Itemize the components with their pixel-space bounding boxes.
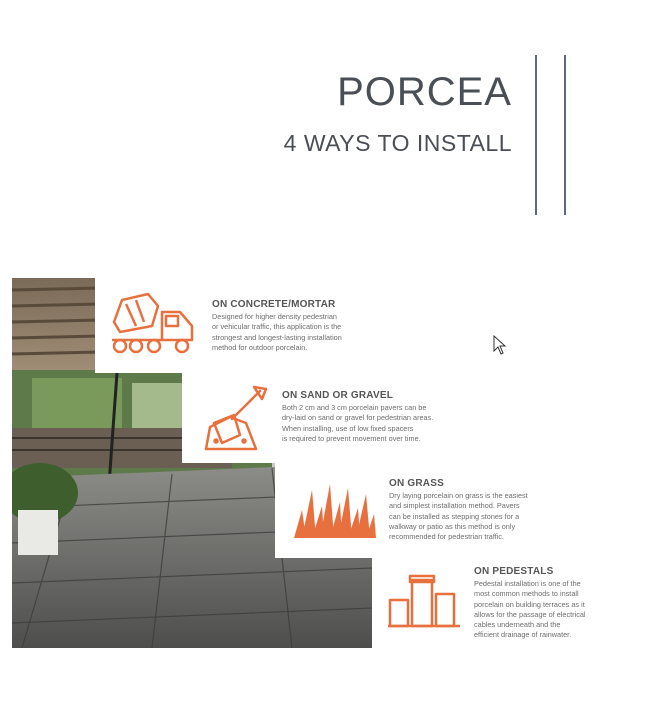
method-line: dry-laid on sand or gravel for pedestrian areas. bbox=[282, 413, 434, 423]
method-line: or vehicular traffic, this application is the bbox=[212, 322, 342, 332]
cement-mixer-truck-icon bbox=[108, 292, 200, 354]
method-title-pedestals: ON PEDESTALS bbox=[474, 566, 554, 577]
method-line: method for outdoor porcelain. bbox=[212, 342, 308, 352]
method-text-concrete bbox=[212, 312, 342, 353]
method-line: allows for the passage of electrical bbox=[474, 609, 586, 619]
method-line: recommended for pedestrian traffic. bbox=[389, 532, 505, 542]
method-line: is required to prevent movement over time. bbox=[282, 433, 421, 443]
method-line: porcelain on building terraces as it bbox=[474, 599, 585, 609]
shovel-in-sand-icon bbox=[200, 383, 270, 453]
method-title-grass: ON GRASS bbox=[389, 478, 444, 489]
method-line: walkway or patio as this method is only bbox=[389, 521, 516, 531]
method-text-grass bbox=[389, 491, 528, 542]
method-line: can be installed as stepping stones for a bbox=[389, 511, 520, 521]
method-line: most common methods to install bbox=[474, 589, 579, 599]
method-line: strongest and longest-lasting installation bbox=[212, 332, 342, 342]
method-title-sand: ON SAND OR GRAVEL bbox=[282, 390, 393, 401]
divider-line-left bbox=[535, 55, 537, 215]
page-subtitle: 4 WAYS TO INSTALL bbox=[283, 130, 512, 156]
page-title: PORCEA bbox=[337, 70, 512, 114]
method-text-pedestals bbox=[474, 579, 586, 641]
method-line: Both 2 cm and 3 cm porcelain pavers can be bbox=[282, 403, 427, 412]
method-line: Designed for higher density pedestrian bbox=[212, 312, 337, 321]
method-line: When installing, use of low fixed spacers bbox=[282, 423, 414, 433]
method-line: Pedestal installation is one of the bbox=[474, 579, 581, 588]
method-line: Dry laying porcelain on grass is the easiest bbox=[389, 491, 528, 500]
method-line: and simplest installation method. Pavers bbox=[389, 501, 520, 511]
divider-line-right bbox=[564, 55, 566, 215]
method-line: efficient drainage of rainwater. bbox=[474, 630, 572, 640]
pedestals-icon bbox=[386, 572, 462, 630]
method-text-sand bbox=[282, 403, 433, 444]
method-title-concrete: ON CONCRETE/MORTAR bbox=[212, 299, 336, 310]
grass-icon bbox=[292, 480, 376, 540]
mouse-cursor-icon bbox=[493, 335, 507, 355]
method-line: cables underneath and the bbox=[474, 620, 561, 630]
